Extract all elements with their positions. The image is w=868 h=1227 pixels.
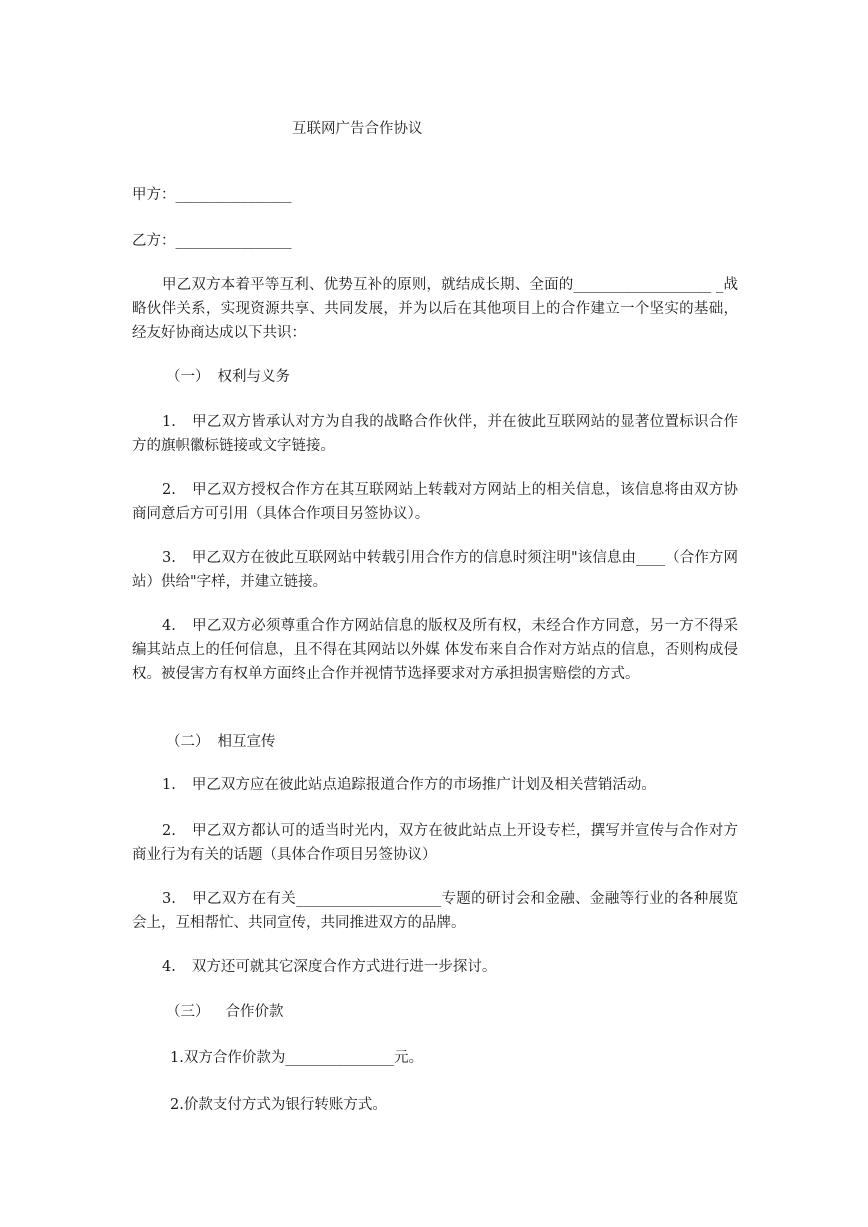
item-text: 甲乙双方应在彼此站点追踪报道合作方的市场推广计划及相关营销活动。 [191, 777, 656, 793]
section-2-item-2 [132, 819, 738, 867]
intro-paragraph: 甲乙双方本着平等互利、优势互补的原则，就结成长期、全面的___________________ _战略伙伴关系，实现资源共享、共同发展，并为以后在其他项目上的合作建立一个坚实的基础，经友好协商达成以下共识： [132, 277, 738, 341]
item-number: 2. [162, 823, 176, 839]
item-text: 甲乙双方授权合作方在其互联网站上转载对方网站上的相关信息，该信息将由双方协商同意后方可引用（具体合作项目另签协议）。 [132, 482, 738, 522]
section-2-item-1 [132, 773, 738, 797]
section-2-heading [132, 730, 772, 754]
item-number: 1. [162, 777, 176, 793]
section-1-title: 权利与义务 [217, 369, 290, 385]
section-2-item-3 [132, 887, 738, 935]
section-2-title: 相互宣传 [217, 734, 276, 750]
item-text: 甲乙双方在彼此互联网站中转载引用合作方的信息时须注明"该信息由____（合作方网站）供给"字样，并建立链接。 [132, 550, 738, 590]
item-text: 双方还可就其它深度合作方式进行进一步探讨。 [191, 959, 497, 975]
section-3-item-1: 1.双方合作价款为_______________元。 [170, 1050, 424, 1066]
item-number: 4. [162, 959, 176, 975]
item-text: 甲乙双方皆承认对方为自我的战略合作伙伴，并在彼此互联网站的显著位置标识合作方的旗帜徽标链接或文字链接。 [132, 414, 738, 454]
item-number: 1. [162, 414, 176, 430]
item-text: 甲乙双方在有关____________________专题的研讨会和金融、金融等行业的各种展览会上，互相帮忙、共同宣传，共同推进双方的品牌。 [132, 891, 738, 931]
party-a-line: 甲方：________________ [132, 187, 292, 203]
item-text: 甲乙双方必须尊重合作方网站信息的版权及所有权，未经合作方同意，另一方不得采编其站点上的任何信息，且不得在其网站以外媒 体发布来自合作对方站点的信息，否则构成侵权。被侵害方有权单方面终止合作并视情节选择要求对方承担损害赔偿的方式。 [132, 618, 738, 682]
document-title: 互联网广告合作协议 [292, 121, 423, 137]
section-3-item-2: 2.价款支付方式为银行转账方式。 [170, 1097, 387, 1113]
section-3-number: （三） [166, 1004, 210, 1020]
section-1-item-2 [132, 478, 738, 526]
section-3-title: 合作价款 [225, 1004, 284, 1020]
item-number: 2. [162, 482, 176, 498]
item-number: 3. [162, 891, 176, 907]
item-number: 3. [162, 550, 176, 566]
section-1-item-1 [132, 410, 738, 458]
item-number: 4. [162, 618, 176, 634]
section-2-number: （二） [166, 734, 210, 750]
section-1-heading [132, 365, 772, 389]
section-2-item-4 [132, 955, 738, 979]
section-1-item-4 [132, 614, 738, 686]
section-3-heading [132, 1000, 772, 1024]
section-1-number: （一） [166, 369, 210, 385]
section-1-item-3 [132, 546, 738, 594]
item-text: 甲乙双方都认可的适当时光内，双方在彼此站点上开设专栏，撰写并宣传与合作对方商业行为有关的话题（具体合作项目另签协议） [132, 823, 738, 863]
party-b-line: 乙方：________________ [132, 233, 292, 249]
